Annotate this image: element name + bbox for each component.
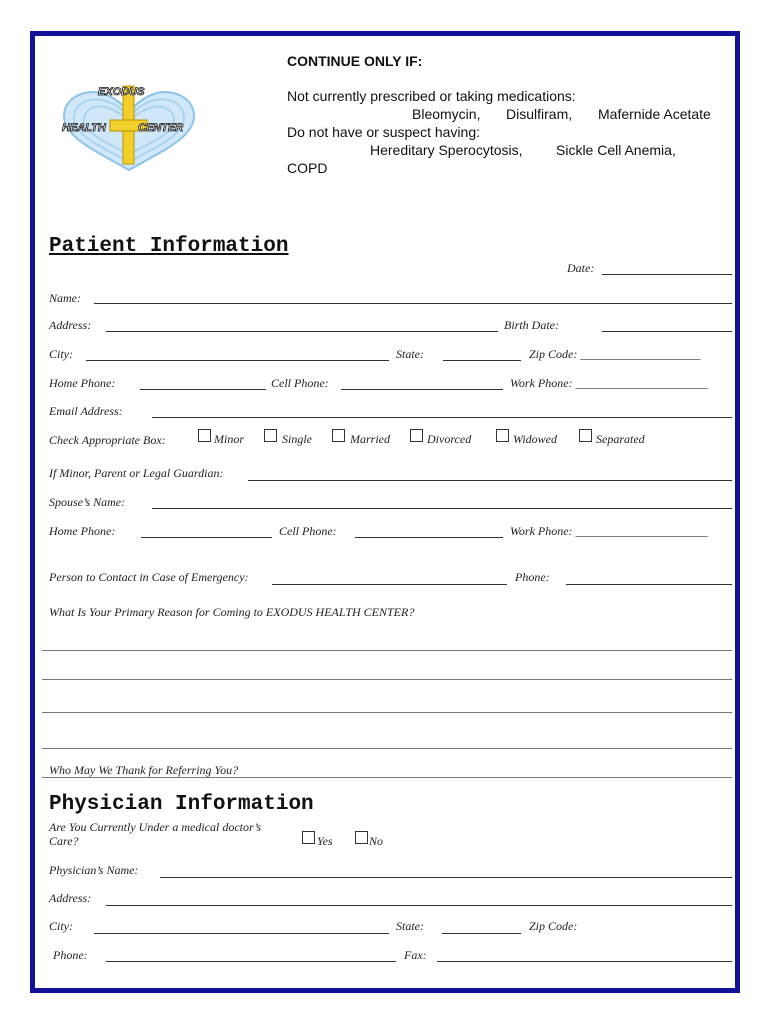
referral-label: Who May We Thank for Referring You? xyxy=(49,763,239,777)
physician-city-label: City: xyxy=(49,919,73,933)
physician-zip-label: Zip Code: xyxy=(529,919,578,933)
guardian-field[interactable] xyxy=(248,480,732,481)
emergency-phone-label: Phone: xyxy=(515,570,550,584)
date-field[interactable] xyxy=(602,274,732,275)
doctor-care-yes-checkbox[interactable] xyxy=(302,831,315,844)
date-label: Date: xyxy=(567,261,595,275)
address-field[interactable] xyxy=(106,331,498,332)
reason-label: What Is Your Primary Reason for Coming to EXODUS HEALTH CENTER? xyxy=(49,605,415,619)
no-label: No xyxy=(369,834,384,848)
notice-line-1: Not currently prescribed or taking medications: xyxy=(287,88,576,104)
logo-right-text: CENTER xyxy=(138,122,184,134)
cell-phone-label: Cell Phone: xyxy=(271,376,329,390)
physician-state-label: State: xyxy=(396,919,424,933)
exodus-logo xyxy=(58,82,200,174)
home-phone-label: Home Phone: xyxy=(49,376,116,390)
logo-left-text: HEALTH xyxy=(62,122,106,134)
guardian-label: If Minor, Parent or Legal Guardian: xyxy=(49,466,224,480)
condition-spherocytosis: Hereditary Sperocytosis, xyxy=(370,142,523,158)
med-disulfiram: Disulfiram, xyxy=(506,106,573,122)
cell-phone-field[interactable] xyxy=(341,389,503,390)
doctor-care-question-1: Are You Currently Under a medical doctor’s xyxy=(49,820,262,834)
cell-phone-2-label: Cell Phone: xyxy=(279,524,337,538)
condition-sickle-cell: Sickle Cell Anemia, xyxy=(556,142,676,158)
work-phone-2-label[interactable]: Work Phone: ______________________ xyxy=(510,524,708,538)
state-label: State: xyxy=(396,347,424,361)
minor-checkbox[interactable] xyxy=(198,429,211,442)
yes-label: Yes xyxy=(317,834,333,848)
notice-line-2: Do not have or suspect having: xyxy=(287,124,481,140)
physician-city-field[interactable] xyxy=(94,933,389,934)
birth-date-field[interactable] xyxy=(602,331,732,332)
physician-info-heading: Physician Information xyxy=(49,793,314,816)
home-phone-2-label: Home Phone: xyxy=(49,524,116,538)
spouse-label: Spouse’s Name: xyxy=(49,495,126,509)
reason-line-3[interactable] xyxy=(42,712,732,713)
address-label: Address: xyxy=(49,318,92,332)
emergency-contact-label: Person to Contact in Case of Emergency: xyxy=(49,570,249,584)
email-label: Email Address: xyxy=(49,404,123,418)
referral-line[interactable] xyxy=(42,777,732,778)
condition-copd: COPD xyxy=(287,160,328,176)
reason-line-2[interactable] xyxy=(42,679,732,680)
med-mafernide: Mafernide Acetate xyxy=(598,106,711,122)
emergency-contact-field[interactable] xyxy=(272,584,507,585)
check-box-label: Check Appropriate Box: xyxy=(49,433,166,447)
reason-line-1[interactable] xyxy=(42,650,732,651)
spouse-field[interactable] xyxy=(152,508,732,509)
married-checkbox[interactable] xyxy=(332,429,345,442)
physician-address-label: Address: xyxy=(49,891,92,905)
physician-name-field[interactable] xyxy=(160,877,732,878)
separated-checkbox[interactable] xyxy=(579,429,592,442)
widowed-label: Widowed xyxy=(513,432,557,446)
city-label: City: xyxy=(49,347,73,361)
home-phone-field[interactable] xyxy=(140,389,266,390)
widowed-checkbox[interactable] xyxy=(496,429,509,442)
birth-date-label: Birth Date: xyxy=(504,318,559,332)
physician-fax-label: Fax: xyxy=(404,948,427,962)
work-phone-label[interactable]: Work Phone: ______________________ xyxy=(510,376,708,390)
physician-fax-field[interactable] xyxy=(437,961,732,962)
name-label: Name: xyxy=(49,291,81,305)
notice-heading: CONTINUE ONLY IF: xyxy=(287,53,423,69)
emergency-phone-field[interactable] xyxy=(566,584,732,585)
med-bleomycin: Bleomycin, xyxy=(412,106,481,122)
minor-label: Minor xyxy=(214,432,244,446)
physician-phone-field[interactable] xyxy=(106,961,396,962)
doctor-care-no-checkbox[interactable] xyxy=(355,831,368,844)
email-field[interactable] xyxy=(152,417,732,418)
state-field[interactable] xyxy=(443,360,521,361)
physician-state-field[interactable] xyxy=(442,933,521,934)
divorced-label: Divorced xyxy=(427,432,472,446)
single-checkbox[interactable] xyxy=(264,429,277,442)
physician-address-field[interactable] xyxy=(106,905,732,906)
city-field[interactable] xyxy=(86,360,389,361)
name-field[interactable] xyxy=(94,303,732,304)
reason-line-4[interactable] xyxy=(42,748,732,749)
zip-label[interactable]: Zip Code: ____________________ xyxy=(529,347,701,361)
page-border xyxy=(30,31,740,993)
doctor-care-question-2: Care? xyxy=(49,834,79,848)
physician-name-label: Physician’s Name: xyxy=(49,863,139,877)
home-phone-2-field[interactable] xyxy=(141,537,272,538)
logo-top-text: EXODUS xyxy=(98,86,145,98)
divorced-checkbox[interactable] xyxy=(410,429,423,442)
physician-phone-label: Phone: xyxy=(53,948,88,962)
cell-phone-2-field[interactable] xyxy=(355,537,503,538)
married-label: Married xyxy=(350,432,390,446)
single-label: Single xyxy=(282,432,312,446)
patient-info-heading: Patient Information xyxy=(49,235,289,258)
separated-label: Separated xyxy=(596,432,645,446)
